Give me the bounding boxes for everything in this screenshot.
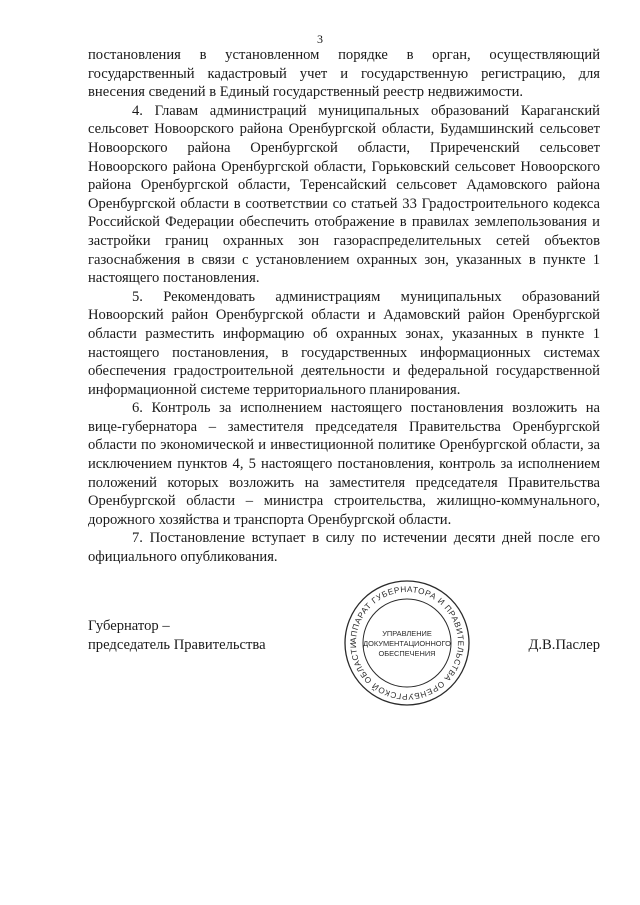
paragraph-4: 4. Главам администраций муниципальных образований Караганский сельсовет Новоорского района Оренбургской области, Будамшинский сельсовет Новоорского района Оренбургской области, Приреченский сельсовет Новоорского района Оренбургской области, Горьковский сельсовет Новоорского района Оренбургской области, Теренсайский сельсовет Адамовского района Оренбургской области в соответствии со статьей 33 Градостроительного кодекса Российской Федерации обеспечить отображение в правилах землепользования и застройки границ охранных зон газораспределительных сетей объектов газоснабжения в связи с установлением охранных зон, указанных в пункте 1 настоящего постановления. (88, 102, 600, 287)
signatory-position-line-2: председатель Правительства (88, 636, 266, 653)
official-seal (342, 578, 472, 708)
page-number: 3 (317, 32, 323, 46)
seal-center-line-1: УПРАВЛЕНИЕ (382, 629, 432, 638)
document-body (88, 46, 600, 567)
seal-ring-text: АППАРАТ ГУБЕРНАТОРА И ПРАВИТЕЛЬСТВА ОРЕНБУРГСКОЙ ОБЛАСТИ (348, 584, 466, 702)
seal-center-line-3: ОБЕСПЕЧЕНИЯ (378, 649, 436, 658)
paragraph-5: 5. Рекомендовать администрациям муниципальных образований Новоорский район Оренбургской области и Адамовский район Оренбургской области разместить информацию об охранных зонах, указанных в пункте 1 настоящего постановления, в государственных информационных системах обеспечения градостроительной деятельности и федеральной государственной информационной системе территориального планирования. (88, 288, 600, 398)
paragraph-6: 6. Контроль за исполнением настоящего постановления возложить на вице-губернатора – заместителя председателя Правительства Оренбургской области по экономической и инвестиционной политике Оренбургской области, за исключением пунктов 4, 5 настоящего постановления, контроль за исполнением положений которых возложить на заместителя председателя Правительства Оренбургской области – министра строительства, жилищно-коммунального, дорожного хозяйства и транспорта Оренбургской области. (88, 400, 600, 528)
signatory-position-line-1: Губернатор – (88, 618, 170, 634)
paragraph-7: 7. Постановление вступает в силу по истечении десяти дней после его официального опубликования. (88, 530, 600, 566)
signatory-position (88, 617, 266, 654)
signatory-name: Д.В.Паслер (528, 637, 600, 653)
paragraph-continuation: постановления в установленном порядке в орган, осуществляющий государственный кадастровый учет и государственную регистрацию, для внесения сведений в Единый государственный реестр недвижимости. (88, 47, 600, 101)
seal-center-line-2: ДОКУМЕНТАЦИОННОГО (363, 639, 451, 648)
